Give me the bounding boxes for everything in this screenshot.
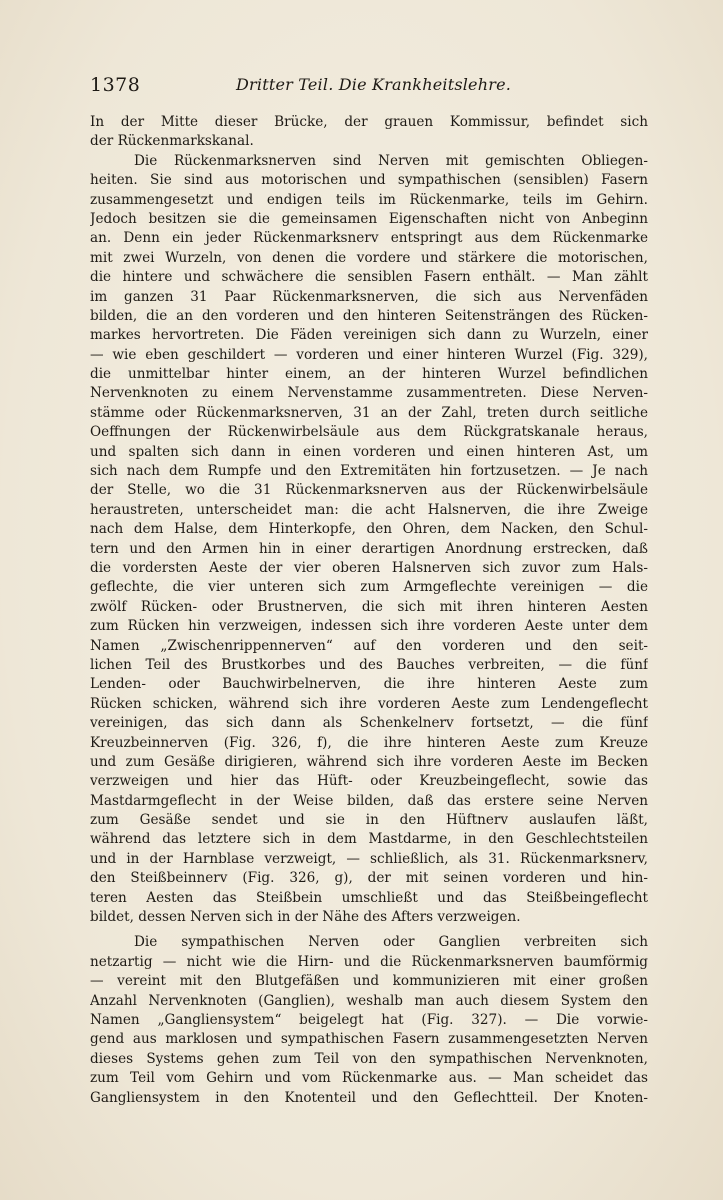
text-line: und in der Harnblase verzweigt, — schließlich, als 31. Rückenmarksnerv, <box>90 850 648 867</box>
text-line: die unmittelbar hinter einem, an der hinteren Wurzel befindlichen <box>90 366 648 383</box>
text-line: zwölf Rücken- oder Brustnerven, die sich mit ihren hinteren Aesten <box>90 598 648 615</box>
text-line: tern und den Armen hin in einer derartigen Anordnung erstrecken, daß <box>90 540 648 557</box>
text-line: gend aus marklosen und sympathischen Fasern zusammengesetzten Nerven <box>90 1031 648 1048</box>
text-line: Namen „Gangliensystem“ beigelegt hat (Fig. 327). — Die vorwie- <box>90 1011 648 1028</box>
text-line: heiten. Sie sind aus motorischen und sympathischen (sensiblen) Fasern <box>90 172 648 189</box>
text-line: geflechte, die vier unteren sich zum Armgeflechte vereinigen — die <box>90 579 648 596</box>
text-line: Jedoch besitzen sie die gemeinsamen Eigenschaften nicht von Anbeginn <box>90 210 648 227</box>
text-line: nach dem Halse, dem Hinterkopfe, den Ohren, dem Nacken, den Schul- <box>90 521 648 538</box>
text-line: netzartig — nicht wie die Hirn- und die Rückenmarksnerven baumförmig <box>90 953 648 970</box>
text-line: stämme oder Rückenmarksnerven, 31 an der Zahl, treten durch seitliche <box>90 404 648 421</box>
text-line: den Steißbeinnerv (Fig. 326, g), der mit seinen vorderen und hin- <box>90 870 648 887</box>
text-line: — wie eben geschildert — vorderen und einer hinteren Wurzel (Fig. 329), <box>90 346 648 363</box>
text-line: und zum Gesäße dirigieren, während sich ihre vorderen Aeste im Becken <box>90 753 648 770</box>
text-line: vereinigen, das sich dann als Schenkelnerv fortsetzt, — die fünf <box>90 715 648 732</box>
text-line: Oeffnungen der Rückenwirbelsäule aus dem Rückgratskanale heraus, <box>90 424 648 441</box>
text-line: die vordersten Aeste der vier oberen Halsnerven sich zuvor zum Hals- <box>90 559 648 576</box>
text-line: zusammengesetzt und endigen teils im Rückenmarke, teils im Gehirn. <box>90 191 648 208</box>
text-line: Die Rückenmarksnerven sind Nerven mit gemischten Obliegen- <box>134 152 648 169</box>
text-line: bilden, die an den vorderen und den hinteren Seitensträngen des Rücken- <box>90 307 648 324</box>
text-line: sich nach dem Rumpfe und den Extremitäten hin fortzusetzen. — Je nach <box>90 463 648 480</box>
text-line: markes hervortreten. Die Fäden vereinigen sich dann zu Wurzeln, einer <box>90 327 648 344</box>
text-line: mit zwei Wurzeln, von denen die vordere und stärkere die motorischen, <box>90 249 648 266</box>
text-line: Gangliensystem in den Knotenteil und den Geflechtteil. Der Knoten- <box>90 1089 648 1106</box>
text-line: im ganzen 31 Paar Rückenmarksnerven, die sich aus Nervenfäden <box>90 288 648 305</box>
running-head: Dritter Teil. Die Krankheitslehre. <box>236 75 512 94</box>
text-line: teren Aesten das Steißbein umschließt und das Steißbeingeflecht <box>90 889 648 906</box>
text-line: dieses Systems gehen zum Teil von den sympathischen Nervenknoten, <box>90 1050 648 1067</box>
text-line: Lenden- oder Bauchwirbelnerven, die ihre hinteren Aeste zum <box>90 676 648 693</box>
text-line: heraustreten, unterscheidet man: die acht Halsnerven, die ihre Zweige <box>90 501 648 518</box>
text-line: Die sympathischen Nerven oder Ganglien verbreiten sich <box>134 934 648 951</box>
text-line: der Stelle, wo die 31 Rückenmarksnerven aus der Rückenwirbelsäule <box>90 482 648 499</box>
text-line: zum Rücken hin verzweigen, indessen sich ihre vorderen Aeste unter dem <box>90 618 648 635</box>
text-line: zum Gesäße sendet und sie in den Hüftnerv auslaufen läßt, <box>90 812 648 829</box>
text-line: der Rückenmarkskanal. <box>90 133 254 150</box>
text-line: — vereint mit den Blutgefäßen und kommunizieren mit einer großen <box>90 973 648 990</box>
page-number: 1378 <box>90 74 141 96</box>
paragraph <box>90 113 648 152</box>
text-line: Kreuzbeinnerven (Fig. 326, f), die ihre hinteren Aeste zum Kreuze <box>90 734 648 751</box>
page-header <box>90 74 650 100</box>
text-line: In der Mitte dieser Brücke, der grauen Kommissur, befindet sich <box>90 114 648 130</box>
text-line: Mastdarmgeflecht in der Weise bilden, daß das erstere seine Nerven <box>90 792 648 809</box>
text-line: Anzahl Nervenknoten (Ganglien), weshalb man auch diesem System den <box>90 992 648 1009</box>
text-line: zum Teil vom Gehirn und vom Rückenmarke aus. — Man scheidet das <box>90 1070 648 1087</box>
paragraph <box>90 933 648 1108</box>
text-line: Nervenknoten zu einem Nervenstamme zusammentreten. Diese Nerven- <box>90 385 648 402</box>
text-line: die hintere und schwächere die sensiblen Fasern enthält. — Man zählt <box>90 269 648 286</box>
text-line: verzweigen und hier das Hüft- oder Kreuzbeingeflecht, sowie das <box>90 773 648 790</box>
body-text <box>90 113 648 1108</box>
text-line: und spalten sich dann in einen vorderen und einen hinteren Ast, um <box>90 443 648 460</box>
text-line: Namen „Zwischenrippennerven“ auf den vorderen und den seit- <box>90 637 648 654</box>
text-line: während das letztere sich in dem Mastdarme, in den Geschlechtsteilen <box>90 831 648 848</box>
text-line: bildet, dessen Nerven sich in der Nähe des Afters verzweigen. <box>90 909 521 926</box>
text-line: Rücken schicken, während sich ihre vorderen Aeste zum Lendengeflecht <box>90 695 648 712</box>
text-line: an. Denn ein jeder Rückenmarksnerv entspringt aus dem Rückenmarke <box>90 230 648 247</box>
text-line: lichen Teil des Brustkorbes und des Bauches verbreiten, — die fünf <box>90 656 648 673</box>
paragraph <box>90 152 648 928</box>
